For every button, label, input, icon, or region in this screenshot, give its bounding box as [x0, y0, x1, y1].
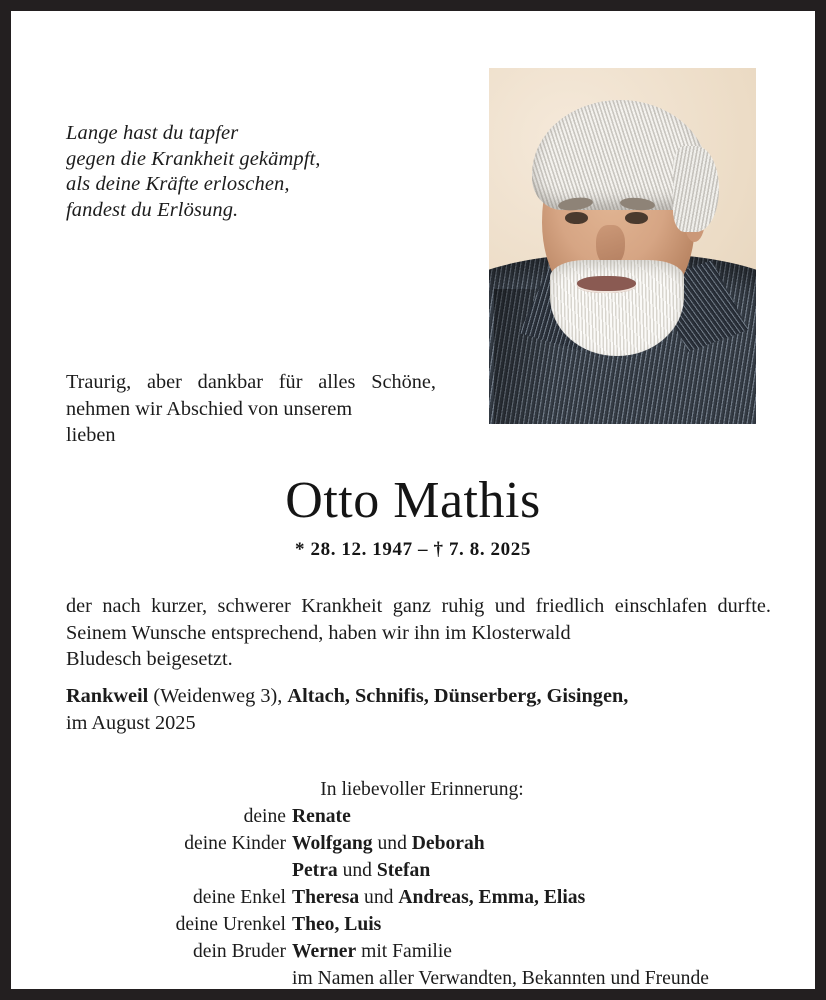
mourner-row	[11, 803, 815, 830]
place-primary: Rankweil	[66, 685, 149, 707]
place-others: Altach, Schnifis, Dünserberg, Gisingen,	[287, 685, 629, 707]
mourner-names: Werner mit Familie	[292, 941, 452, 962]
verse-line-2: gegen die Krankheit gekämpft,	[66, 147, 321, 170]
mourners-closing: im Namen aller Verwandten, Bekannten und Freunde	[292, 968, 709, 989]
places-line	[66, 683, 771, 736]
mourners-block	[11, 776, 815, 989]
mourner-row	[11, 857, 815, 884]
intro-text: Traurig, aber dankbar für alles Schöne, nehmen wir Abschied von unserem	[66, 371, 436, 420]
mourner-names: Theresa und Andreas, Emma, Elias	[292, 887, 586, 908]
mourner-names: Renate	[292, 806, 351, 827]
life-dates: * 28. 12. 1947 – † 7. 8. 2025	[295, 539, 531, 560]
mourner-relation: dein Bruder	[192, 941, 286, 962]
mourner-relation: deine Enkel	[192, 887, 286, 908]
intro-last-line: lieben	[66, 424, 116, 446]
mourner-names: Wolfgang und Deborah	[292, 833, 485, 854]
mourner-row	[11, 911, 815, 938]
portrait-photo	[489, 68, 756, 424]
mourner-relation: deine Kinder	[184, 833, 286, 854]
portrait-eye-right	[625, 212, 648, 223]
deceased-name: Otto Mathis	[285, 472, 541, 529]
mourner-row	[11, 884, 815, 911]
intro-paragraph	[66, 369, 436, 449]
verse-line-4: fandest du Erlösung.	[66, 198, 239, 221]
mourner-relation: deine Urenkel	[175, 914, 286, 935]
funeral-last-line: Bludesch beigesetzt.	[66, 648, 233, 670]
mourner-row	[11, 938, 815, 965]
place-primary-detail: (Weidenweg 3),	[148, 685, 288, 707]
mourner-relation: deine	[243, 806, 286, 827]
mourners-headline: In liebevoller Erinnerung:	[320, 779, 524, 800]
funeral-text: der nach kurzer, schwerer Krankheit ganz ruhig und friedlich einschlafen durfte. Seinem Wunsche entsprechend, haben wir ihn im Klosterwald	[66, 595, 771, 644]
verse-line-1: Lange hast du tapfer	[66, 122, 239, 144]
mourner-names: Theo, Luis	[292, 914, 382, 935]
portrait-hair-side	[673, 146, 718, 231]
mourner-names: Petra und Stefan	[292, 860, 431, 881]
portrait-eye-left	[565, 212, 588, 223]
notice-month: im August 2025	[66, 711, 196, 734]
verse-line-3: als deine Kräfte erloschen,	[66, 173, 290, 195]
death-notice-sheet	[11, 11, 815, 989]
funeral-paragraph	[66, 593, 771, 673]
portrait-mouth	[577, 276, 636, 292]
mourner-row	[11, 830, 815, 857]
memorial-verse	[66, 121, 396, 223]
